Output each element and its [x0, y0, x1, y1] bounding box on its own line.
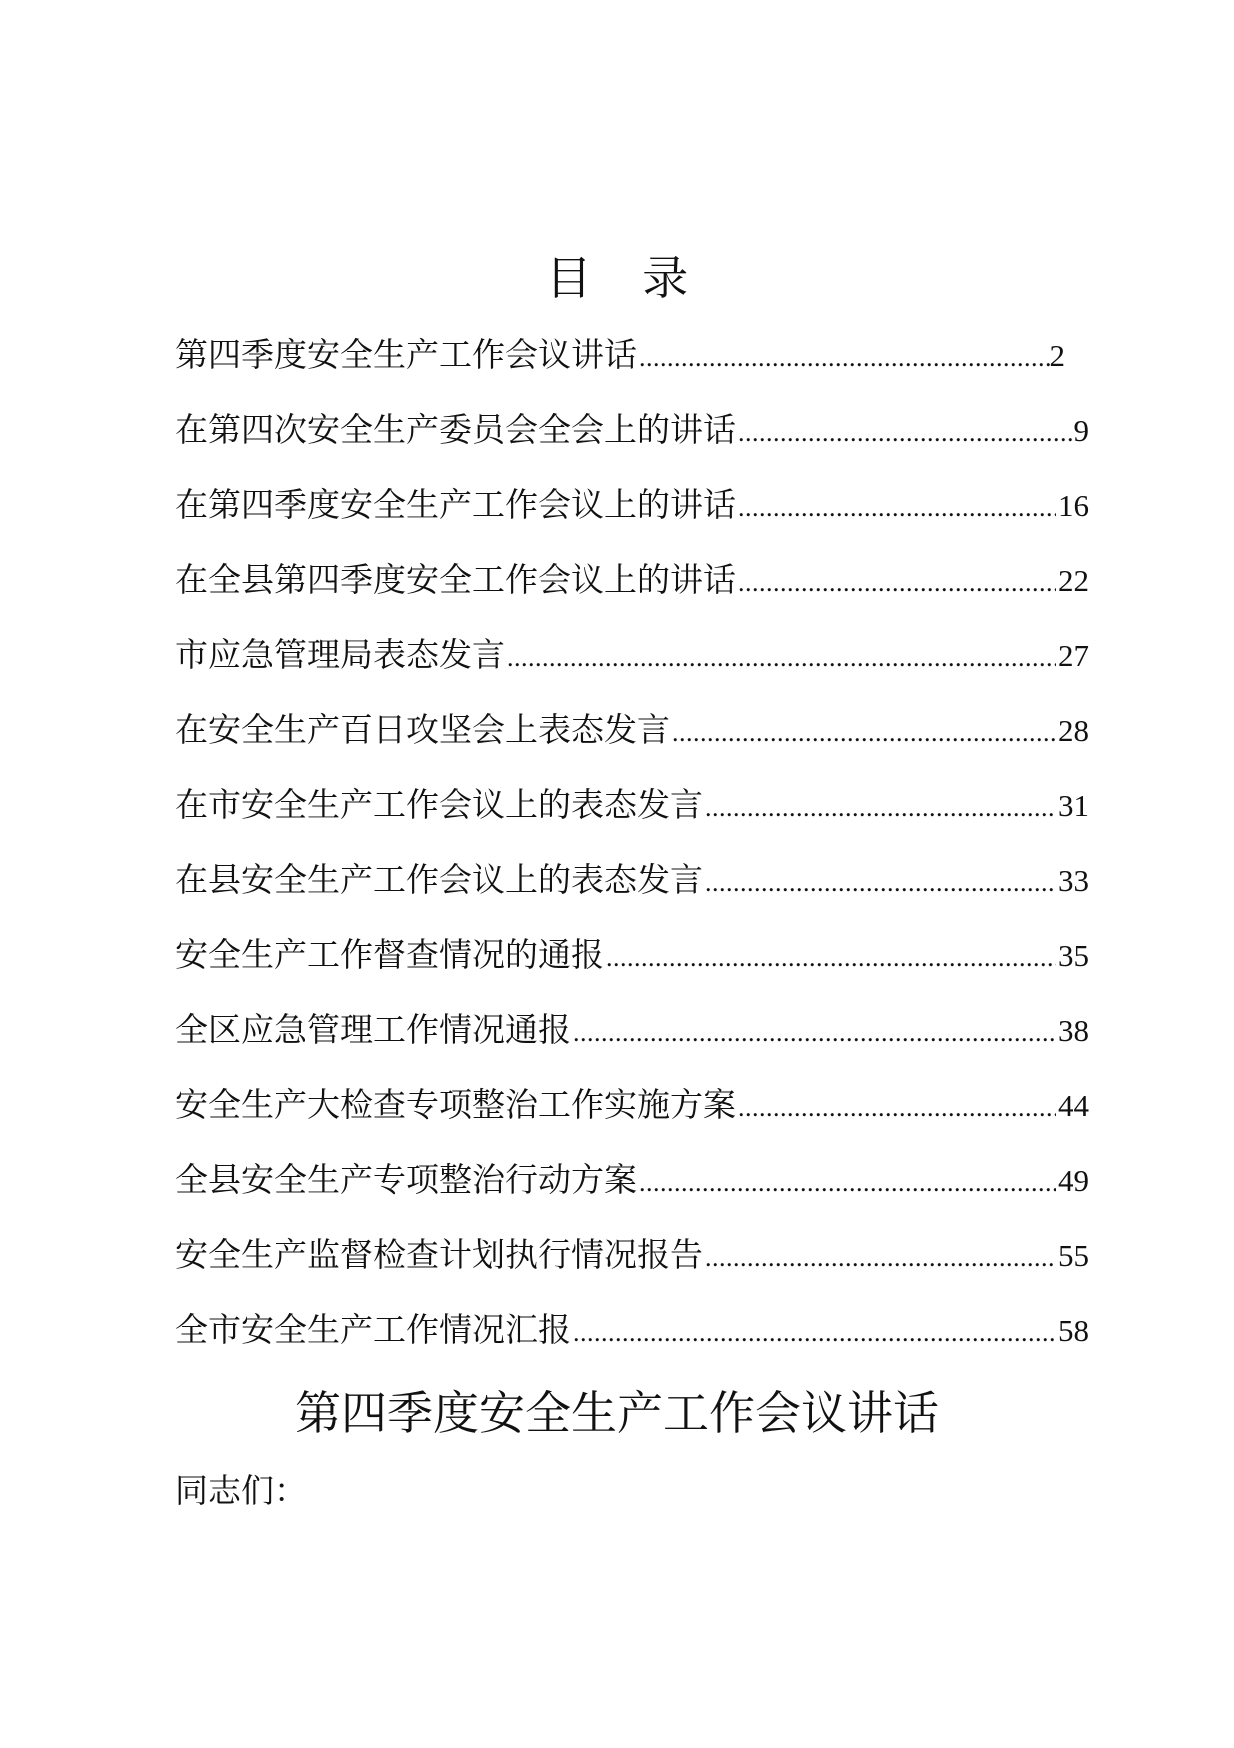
dot-leader	[639, 328, 1050, 388]
dot-leader	[573, 1303, 1056, 1363]
toc-entry[interactable]	[175, 550, 1089, 625]
toc-entry-title: 在第四季度安全生产工作会议上的讲话	[175, 485, 736, 524]
toc-page-number: 49	[1058, 1163, 1089, 1198]
toc-entry[interactable]	[175, 775, 1089, 850]
toc-entry[interactable]	[175, 1150, 1089, 1225]
toc-entry-title: 安全生产大检查专项整治工作实施方案	[175, 1085, 736, 1124]
toc-page-number: 35	[1058, 938, 1089, 973]
toc-entry[interactable]	[175, 625, 1089, 700]
toc-entry-title: 全市安全生产工作情况汇报	[175, 1310, 571, 1349]
table-of-contents	[175, 325, 1089, 1375]
dot-leader	[639, 1153, 1056, 1213]
dot-leader	[705, 778, 1056, 838]
toc-entry[interactable]	[175, 1300, 1089, 1375]
dot-leader	[507, 628, 1056, 688]
toc-entry[interactable]	[175, 700, 1089, 775]
toc-entry-title: 市应急管理局表态发言	[175, 635, 505, 674]
toc-title: 目 录	[545, 251, 707, 305]
toc-page-number: 22	[1058, 563, 1089, 598]
toc-page-number: 55	[1058, 1238, 1089, 1273]
toc-page-number: 27	[1058, 638, 1089, 673]
toc-page-number: 9	[1073, 413, 1089, 448]
toc-entry-title: 在县安全生产工作会议上的表态发言	[175, 860, 703, 899]
toc-page-number: 31	[1058, 788, 1089, 823]
dot-leader	[705, 1228, 1056, 1288]
document-title: 第四季度安全生产工作会议讲话	[295, 1386, 939, 1440]
toc-entry-title: 全区应急管理工作情况通报	[175, 1010, 571, 1049]
toc-entry[interactable]	[175, 1000, 1089, 1075]
dot-leader	[738, 553, 1056, 613]
toc-page-number: 28	[1058, 713, 1089, 748]
toc-entry[interactable]	[175, 925, 1089, 1000]
toc-entry[interactable]	[175, 1075, 1089, 1150]
dot-leader	[573, 1003, 1056, 1063]
toc-page-number: 44	[1058, 1088, 1089, 1123]
dot-leader	[606, 928, 1056, 988]
toc-entry-title: 在安全生产百日攻坚会上表态发言	[175, 710, 670, 749]
dot-leader	[738, 403, 1072, 463]
toc-entry[interactable]	[175, 475, 1089, 550]
toc-page-number: 38	[1058, 1013, 1089, 1048]
toc-entry-title: 在第四次安全生产委员会全会上的讲话	[175, 410, 736, 449]
toc-entry-title: 在市安全生产工作会议上的表态发言	[175, 785, 703, 824]
toc-entry-title: 安全生产工作督查情况的通报	[175, 935, 604, 974]
dot-leader	[672, 703, 1056, 763]
toc-entry[interactable]	[175, 325, 1065, 400]
toc-entry-title: 在全县第四季度安全工作会议上的讲话	[175, 560, 736, 599]
toc-page-number: 2	[1049, 338, 1065, 373]
toc-page-number: 33	[1058, 863, 1089, 898]
toc-entry[interactable]	[175, 1225, 1089, 1300]
toc-entry-title: 第四季度安全生产工作会议讲话	[175, 335, 637, 374]
toc-entry[interactable]	[175, 850, 1089, 925]
toc-entry[interactable]	[175, 400, 1089, 475]
toc-page-number: 16	[1058, 488, 1089, 523]
toc-page-number: 58	[1058, 1313, 1089, 1348]
dot-leader	[705, 853, 1056, 913]
toc-entry-title: 全县安全生产专项整治行动方案	[175, 1160, 637, 1199]
dot-leader	[738, 1078, 1056, 1138]
salutation: 同志们：	[175, 1471, 307, 1510]
toc-entry-title: 安全生产监督检查计划执行情况报告	[175, 1235, 703, 1274]
dot-leader	[738, 478, 1056, 538]
